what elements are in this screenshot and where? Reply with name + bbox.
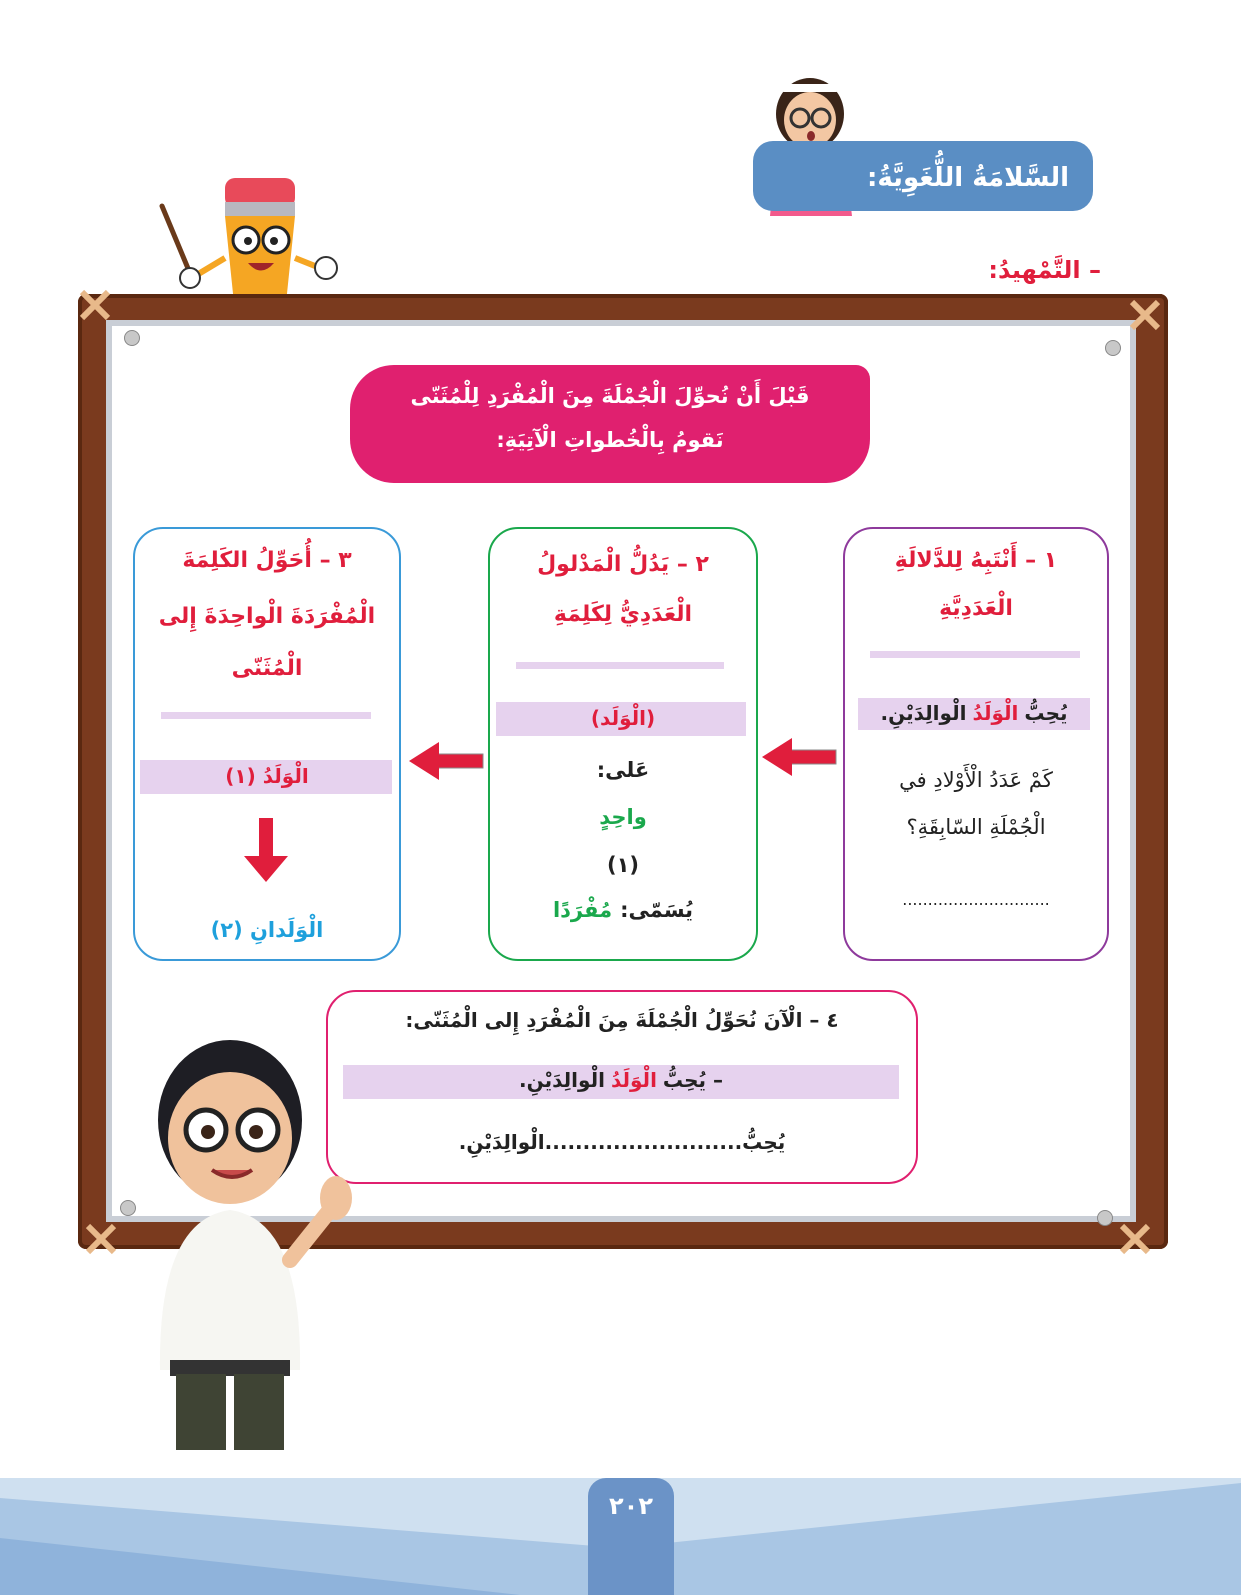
step-2-title-line1: ٢ – يَدُلُّ الْمَدْلولُ — [537, 552, 709, 577]
step-2-called-label: يُسَمّى: — [620, 898, 694, 922]
boy-character-illustration — [130, 1030, 370, 1450]
step-2-divider — [516, 662, 724, 669]
step-3-title-line1: ٣ – أُحَوِّلُ الكَلِمَةَ — [182, 548, 352, 573]
intro-callout-line1: قَبْلَ أَنْ نُحوِّلَ الْجُمْلَةَ مِنَ الْمُفْرَدِ لِلْمُثَنّى — [410, 384, 810, 408]
arrow-left-icon — [407, 740, 485, 782]
step-4-title: ٤ – الْآنَ نُحَوِّلُ الْجُمْلَةَ مِنَ الْمُفْرَدِ إِلى الْمُثَنّى: — [405, 1008, 839, 1032]
screw-top-right — [1105, 340, 1121, 356]
step-3-singular: الْوَلَدُ (١) — [225, 764, 309, 788]
rope-knot-bottom-left — [84, 1222, 118, 1256]
step-4-exercise[interactable]: يُحِبُّ..........................الْوالِدَيْنِ. — [458, 1130, 786, 1154]
step-3-box — [133, 527, 401, 961]
arrow-left-icon — [760, 736, 838, 778]
step-1-answer-blank[interactable]: ............................. — [902, 890, 1050, 909]
step-1-title-line1: ١ – أَنْتَبِهُ لِلدَّلالَةِ — [894, 548, 1058, 573]
step-1-title-line2: الْعَدَدِيَّةِ — [939, 596, 1013, 621]
step-1-sentence-word: الْوَلَدُ — [972, 701, 1019, 725]
step-3-title-line2: الْمُفْرَدَةَ الْواحِدَةَ إِلى — [158, 604, 376, 629]
step-1-question-line2: الْجُمْلَةِ السّابِقَةِ؟ — [906, 815, 1046, 839]
step-2-title-line2: الْعَدَدِيُّ لِكَلِمَةِ — [553, 602, 693, 627]
step-2-called-value: مُفْرَدًا — [552, 898, 613, 922]
screw-top-left — [124, 330, 140, 346]
step-1-question-line1: كَمْ عَدَدُ الْأَوْلادِ في — [899, 768, 1053, 792]
step-1-sentence-verb: يُحِبُّ — [1024, 701, 1068, 725]
step-3-title-line3: الْمُثَنّى — [231, 656, 303, 681]
step-1-sentence — [858, 701, 1090, 725]
step-2-number: (١) — [606, 853, 640, 877]
step-1-sentence-rest: الْوالِدَيْنِ. — [880, 701, 967, 725]
step-3-dual: الْوَلَدانِ (٢) — [210, 918, 324, 942]
step-4-example-word: الْوَلَدُ — [610, 1068, 657, 1092]
intro-callout-line2: نَقومُ بِالْخُطواتِ الْآتِيَةِ: — [496, 428, 724, 452]
intro-callout — [350, 365, 870, 483]
step-2-on-label: عَلى: — [596, 758, 650, 782]
section-title: السَّلامَةُ اللُّغَوِيَّةُ: — [867, 163, 1069, 193]
intro-label: – التَّمْهيدُ: — [988, 256, 1101, 284]
step-2-word: (الْوَلَد) — [590, 706, 656, 730]
page-number: ٢٠٢ — [609, 1492, 653, 1520]
rope-knot-top-right — [1128, 298, 1162, 332]
arrow-down-icon — [240, 818, 292, 884]
step-2-box — [488, 527, 758, 961]
step-2-meaning: واحِدٍ — [599, 805, 647, 829]
rope-knot-top-left — [78, 288, 112, 322]
step-3-divider — [161, 712, 371, 719]
step-2-called — [488, 898, 758, 922]
step-4-example — [343, 1068, 899, 1092]
step-4-example-rest: الْوالِدَيْنِ. — [519, 1068, 605, 1092]
step-1-divider — [870, 651, 1080, 658]
rope-knot-bottom-right — [1118, 1222, 1152, 1256]
screw-bottom-right — [1097, 1210, 1113, 1226]
step-4-example-prefix: – يُحِبُّ — [662, 1068, 723, 1092]
